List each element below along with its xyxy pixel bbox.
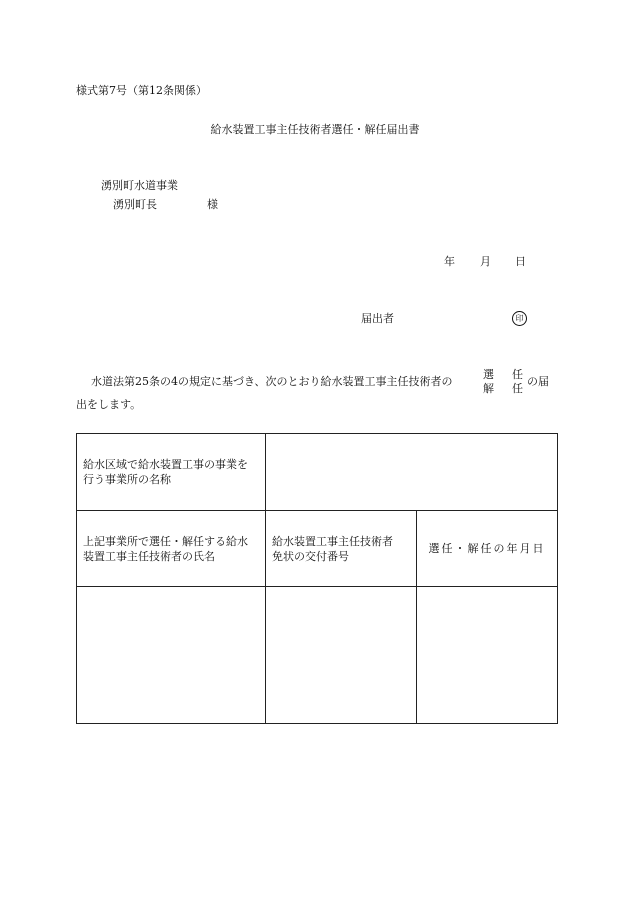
recipient-honorific: 様 [207,198,218,211]
license-number-header-line1: 給水装置工事主任技術者 [272,535,393,548]
date-day-label: 日 [515,255,526,268]
engineer-name-header-line1: 上記事業所で選任・解任する給水 [83,535,248,548]
engineer-name-header-line2: 装置工事主任技術者の氏名 [83,550,215,563]
license-number-header-line2: 免状の交付番号 [272,550,349,563]
choice-dismiss-char1: 解 [483,382,494,395]
appointment-date-header-text: 選任・解任の年月日 [428,542,546,555]
choice-appoint-char2: 任 [512,368,523,381]
form-table [76,433,558,724]
appointment-date-header [417,511,558,587]
appointment-choice [483,368,523,396]
choice-dismiss [483,382,523,396]
office-name-label-line1: 給水区域で給水装置工事の事業を [83,458,248,471]
body-text-line2: 出をします。 [76,398,142,411]
engineer-name-field[interactable] [77,587,266,724]
office-name-label-cell [77,434,266,511]
choice-appoint-char1: 選 [483,368,494,381]
date-year-label: 年 [444,255,455,268]
body-text-line1: 水道法第25条の4の規定に基づき、次のとおり給水装置工事主任技術者の [91,375,453,388]
office-name-label-line2: 行う事業所の名称 [83,473,171,486]
recipient-organization: 湧別町水道事業 [101,179,178,192]
license-number-field[interactable] [266,587,417,724]
choice-dismiss-char2: 任 [512,382,523,395]
choice-appoint [483,368,523,382]
license-number-header [266,511,417,587]
table-row-office [77,434,558,511]
date-month-label: 月 [480,255,491,268]
table-row-entry [77,587,558,724]
body-text-suffix: の届 [527,375,549,388]
seal-mark-icon: 印 [512,311,527,326]
table-row-headers [77,511,558,587]
appointment-date-field[interactable] [417,587,558,724]
form-number: 様式第7号（第12条関係） [76,84,207,97]
recipient-title: 湧別町長 [113,198,157,211]
applicant-label: 届出者 [361,312,394,325]
document-title: 給水装置工事主任技術者選任・解任届出書 [210,123,420,136]
engineer-name-header [77,511,266,587]
office-name-field[interactable] [266,434,558,511]
